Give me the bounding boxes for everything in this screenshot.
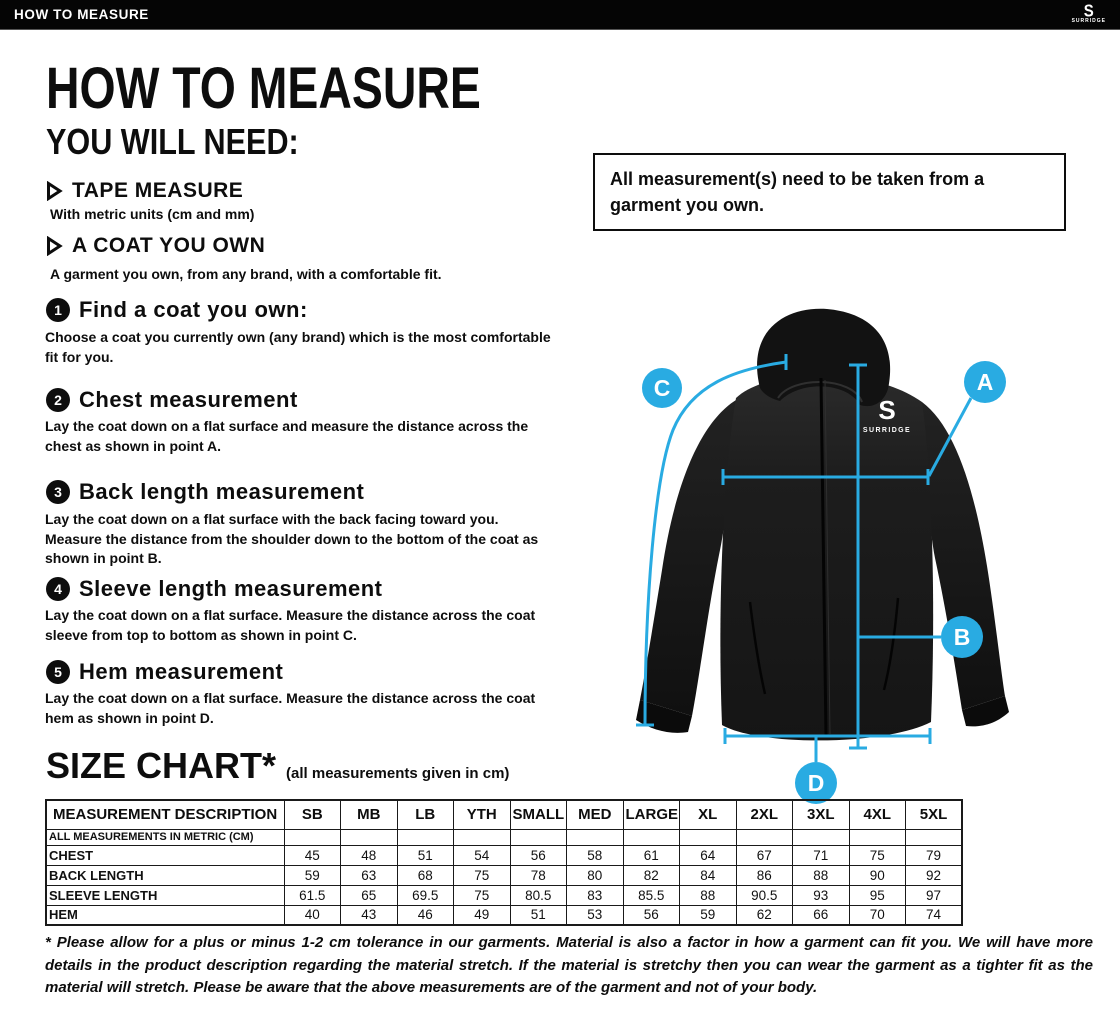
measurement-value: 62 xyxy=(736,905,793,925)
measurement-value: 61 xyxy=(623,845,680,865)
measurement-value: 97 xyxy=(906,885,963,905)
col-header-size: 3XL xyxy=(793,800,850,829)
jacket-right-sleeve xyxy=(922,402,1005,710)
col-header-size: 4XL xyxy=(849,800,906,829)
step-title: Chest measurement xyxy=(79,387,298,412)
top-bar xyxy=(0,0,1120,30)
measurement-value: 54 xyxy=(454,845,511,865)
measurement-value: 65 xyxy=(341,885,398,905)
col-header-size: LB xyxy=(397,800,454,829)
step-4-header xyxy=(46,576,383,602)
step-5-header xyxy=(46,659,283,685)
col-header-size: YTH xyxy=(454,800,511,829)
step-3-description: Lay the coat down on a flat surface with the back facing toward you. Measure the distance from the shoulder down to the bottom of the coat as shown in point B. xyxy=(45,511,539,567)
measurement-value: 85.5 xyxy=(623,885,680,905)
measurement-value: 69.5 xyxy=(397,885,454,905)
tolerance-footnote: * Please allow for a plus or minus 1-2 cm tolerance in our garments. Material is also a factor in how a garment can fit you. We will have more details in the product description regarding the material stretch. If the material is stretchy then you can wear the garment as a tighter fit as the material will stretch. Please be aware that the above measurements are of the garment and not of your body. xyxy=(45,934,1093,996)
empty-cell xyxy=(454,829,511,845)
measurement-label: HEM xyxy=(46,905,284,925)
measurement-label: CHEST xyxy=(46,845,284,865)
table-row xyxy=(46,865,962,885)
col-header-size: SB xyxy=(284,800,341,829)
step-title: Sleeve length measurement xyxy=(79,576,383,601)
measurement-value: 71 xyxy=(793,845,850,865)
measurement-value: 66 xyxy=(793,905,850,925)
requirement-tape-measure xyxy=(46,179,243,203)
col-header-size: SMALL xyxy=(510,800,567,829)
measurement-value: 92 xyxy=(906,865,963,885)
measurement-value: 48 xyxy=(341,845,398,865)
you-will-need-heading: YOU WILL NEED: xyxy=(46,121,299,162)
empty-cell xyxy=(623,829,680,845)
measurement-value: 82 xyxy=(623,865,680,885)
triangle-bullet-icon xyxy=(46,181,63,201)
empty-cell xyxy=(680,829,737,845)
marker-a-letter: A xyxy=(976,369,994,395)
requirement-label: TAPE MEASURE xyxy=(72,179,244,202)
measurement-note-box: All measurement(s) need to be taken from a garment you own. xyxy=(593,153,1066,231)
measurement-value: 75 xyxy=(849,845,906,865)
step-number-badge: 2 xyxy=(46,388,70,412)
step-3-header xyxy=(46,479,364,505)
measurement-value: 43 xyxy=(341,905,398,925)
step-title: Find a coat you own: xyxy=(79,297,308,322)
step-2-header xyxy=(46,387,298,413)
col-header-size: 2XL xyxy=(736,800,793,829)
measurement-value: 45 xyxy=(284,845,341,865)
step-number-badge: 5 xyxy=(46,660,70,684)
measurement-value: 46 xyxy=(397,905,454,925)
table-row xyxy=(46,885,962,905)
col-header-size: MB xyxy=(341,800,398,829)
svg-text:SURRIDGE: SURRIDGE xyxy=(862,427,912,434)
measurement-value: 40 xyxy=(284,905,341,925)
size-chart-subtitle: (all measurements given in cm) xyxy=(286,765,510,782)
size-table-head-row xyxy=(46,800,962,829)
empty-cell xyxy=(284,829,341,845)
empty-cell xyxy=(849,829,906,845)
surridge-logo xyxy=(1071,1,1108,25)
requirement-label: A COAT YOU OWN xyxy=(72,234,266,257)
measurement-value: 84 xyxy=(680,865,737,885)
triangle-bullet-icon xyxy=(46,236,63,256)
surridge-logo-text: SURRIDGE xyxy=(1071,18,1106,25)
units-label: ALL MEASUREMENTS IN METRIC (CM) xyxy=(46,829,284,845)
measurement-value: 70 xyxy=(849,905,906,925)
step-title: Back length measurement xyxy=(79,479,365,504)
empty-cell xyxy=(793,829,850,845)
empty-cell xyxy=(906,829,963,845)
measurement-value: 93 xyxy=(793,885,850,905)
measurement-value: 63 xyxy=(341,865,398,885)
measurement-value: 88 xyxy=(793,865,850,885)
step-title: Hem measurement xyxy=(79,659,284,684)
size-chart-table xyxy=(45,799,963,926)
requirement-note: A garment you own, from any brand, with a comfortable fit. xyxy=(50,266,442,282)
empty-cell xyxy=(736,829,793,845)
measurement-value: 59 xyxy=(284,865,341,885)
empty-cell xyxy=(567,829,624,845)
measurement-value: 51 xyxy=(397,845,454,865)
empty-cell xyxy=(397,829,454,845)
measurement-label: SLEEVE LENGTH xyxy=(46,885,284,905)
measurement-value: 67 xyxy=(736,845,793,865)
jacket-illustration xyxy=(636,309,1009,741)
measurement-value: 95 xyxy=(849,885,906,905)
measurement-value: 61.5 xyxy=(284,885,341,905)
measurement-value: 80.5 xyxy=(510,885,567,905)
size-chart-heading xyxy=(46,745,510,786)
measurement-value: 59 xyxy=(680,905,737,925)
measurement-value: 49 xyxy=(454,905,511,925)
col-header-size: MED xyxy=(567,800,624,829)
measurement-value: 79 xyxy=(906,845,963,865)
step-number-badge: 4 xyxy=(46,577,70,601)
col-header-size: XL xyxy=(680,800,737,829)
step-1-header xyxy=(46,297,308,323)
measurement-value: 56 xyxy=(623,905,680,925)
measurement-value: 80 xyxy=(567,865,624,885)
measurement-value: 53 xyxy=(567,905,624,925)
measurement-value: 90.5 xyxy=(736,885,793,905)
measurement-value: 75 xyxy=(454,865,511,885)
marker-c-letter: C xyxy=(653,375,671,401)
marker-b-letter: B xyxy=(953,624,971,650)
step-1-description: Choose a coat you currently own (any brand) which is the most comfortable fit for you. xyxy=(45,329,551,365)
step-5-description: Lay the coat down on a flat surface. Measure the distance across the coat hem as shown in point D. xyxy=(45,690,536,726)
measurement-value: 74 xyxy=(906,905,963,925)
topbar-title: HOW TO MEASURE xyxy=(14,7,149,22)
marker-d-letter: D xyxy=(807,770,825,796)
surridge-logo-icon: S xyxy=(1083,1,1094,21)
step-4-description: Lay the coat down on a flat surface. Measure the distance across the coat sleeve from top to bottom as shown in point C. xyxy=(45,607,536,643)
col-header-size: LARGE xyxy=(623,800,680,829)
measurement-label: BACK LENGTH xyxy=(46,865,284,885)
step-number-badge: 3 xyxy=(46,480,70,504)
measurement-value: 51 xyxy=(510,905,567,925)
jacket-measurement-diagram xyxy=(600,270,1105,815)
page-title: HOW TO MEASURE xyxy=(46,56,481,121)
measurement-value: 58 xyxy=(567,845,624,865)
svg-text:S: S xyxy=(878,395,896,425)
col-header-description: MEASUREMENT DESCRIPTION xyxy=(46,800,284,829)
empty-cell xyxy=(341,829,398,845)
measurement-value: 64 xyxy=(680,845,737,865)
step-number-badge: 1 xyxy=(46,298,70,322)
col-header-size: 5XL xyxy=(906,800,963,829)
measurement-value: 86 xyxy=(736,865,793,885)
requirement-note: With metric units (cm and mm) xyxy=(50,206,255,222)
size-chart-title: SIZE CHART* xyxy=(46,745,277,786)
step-2-description: Lay the coat down on a flat surface and measure the distance across the chest as shown in point A. xyxy=(45,418,529,454)
measurement-value: 68 xyxy=(397,865,454,885)
measurement-value: 83 xyxy=(567,885,624,905)
measurement-value: 88 xyxy=(680,885,737,905)
table-row-units xyxy=(46,829,962,845)
table-row xyxy=(46,845,962,865)
measurement-value: 78 xyxy=(510,865,567,885)
table-row xyxy=(46,905,962,925)
measurement-value: 75 xyxy=(454,885,511,905)
empty-cell xyxy=(510,829,567,845)
requirement-coat xyxy=(46,234,265,258)
measurement-value: 90 xyxy=(849,865,906,885)
measurement-value: 56 xyxy=(510,845,567,865)
